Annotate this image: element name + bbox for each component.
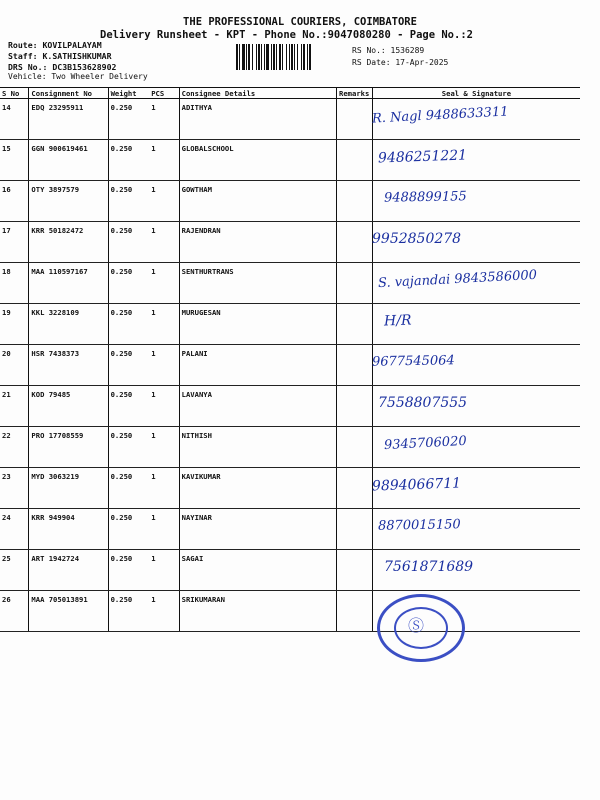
row-consignment: MAA 110597167 bbox=[29, 263, 108, 304]
row-remarks bbox=[337, 591, 373, 632]
row-remarks bbox=[337, 140, 373, 181]
row-consignee: SENTHURTRANS bbox=[179, 263, 336, 304]
col-consignment: Consignment No bbox=[29, 88, 108, 99]
row-consignment: KKL 3228109 bbox=[29, 304, 108, 345]
row-remarks bbox=[337, 222, 373, 263]
runsheet-subtitle: Delivery Runsheet - KPT - Phone No.:9047080280 - Page No.:2 bbox=[100, 29, 473, 41]
table-row bbox=[0, 140, 580, 181]
row-remarks bbox=[337, 550, 373, 591]
col-sno: S No bbox=[0, 88, 29, 99]
row-weight: 0.250 bbox=[108, 304, 149, 345]
row-remarks bbox=[337, 99, 373, 140]
row-sno: 15 bbox=[0, 140, 29, 181]
row-pcs: 1 bbox=[149, 509, 179, 550]
row-weight: 0.250 bbox=[108, 509, 149, 550]
row-pcs: 1 bbox=[149, 386, 179, 427]
row-consignee: SRIKUMARAN bbox=[179, 591, 336, 632]
col-remarks: Remarks bbox=[337, 88, 373, 99]
table-row bbox=[0, 222, 580, 263]
row-consignee: MURUGESAN bbox=[179, 304, 336, 345]
row-consignee: SAGAI bbox=[179, 550, 336, 591]
row-remarks bbox=[337, 509, 373, 550]
handwritten-signature: 9488899155 bbox=[383, 189, 467, 206]
table-row bbox=[0, 509, 580, 550]
handwritten-signature: 9894066711 bbox=[371, 475, 462, 495]
row-consignee: GLOBALSCHOOL bbox=[179, 140, 336, 181]
row-consignee: ADITHYA bbox=[179, 99, 336, 140]
row-consignment: KRR 50182472 bbox=[29, 222, 108, 263]
row-sno: 26 bbox=[0, 591, 29, 632]
row-consignment: EDQ 23295911 bbox=[29, 99, 108, 140]
row-weight: 0.250 bbox=[108, 181, 149, 222]
row-consignee: LAVANYA bbox=[179, 386, 336, 427]
row-weight: 0.250 bbox=[108, 550, 149, 591]
handwritten-signature: 9486251221 bbox=[377, 147, 468, 167]
row-pcs: 1 bbox=[149, 550, 179, 591]
row-consignment: KRR 949904 bbox=[29, 509, 108, 550]
row-pcs: 1 bbox=[149, 468, 179, 509]
stamp-logo: Ⓢ bbox=[408, 616, 425, 635]
barcode bbox=[236, 44, 344, 70]
row-consignee: NAYINAR bbox=[179, 509, 336, 550]
row-consignment: OTY 3897579 bbox=[29, 181, 108, 222]
table-body bbox=[0, 99, 580, 632]
handwritten-signature: 8870015150 bbox=[377, 517, 461, 534]
row-weight: 0.250 bbox=[108, 427, 149, 468]
row-sno: 17 bbox=[0, 222, 29, 263]
row-consignee: GOWTHAM bbox=[179, 181, 336, 222]
handwritten-signature: 7561871689 bbox=[384, 559, 474, 575]
table-row bbox=[0, 181, 580, 222]
table-header-row bbox=[0, 88, 580, 99]
row-sno: 16 bbox=[0, 181, 29, 222]
handwritten-signature: 9952850278 bbox=[372, 231, 462, 247]
row-consignment: GGN 900619461 bbox=[29, 140, 108, 181]
row-sno: 19 bbox=[0, 304, 29, 345]
row-sno: 25 bbox=[0, 550, 29, 591]
row-remarks bbox=[337, 468, 373, 509]
row-weight: 0.250 bbox=[108, 222, 149, 263]
row-consignment: KOD 79485 bbox=[29, 386, 108, 427]
table-row bbox=[0, 386, 580, 427]
handwritten-signature: R. Nagl 9488633311 bbox=[371, 104, 509, 127]
row-consignee: KAVIKUMAR bbox=[179, 468, 336, 509]
row-weight: 0.250 bbox=[108, 345, 149, 386]
row-pcs: 1 bbox=[149, 263, 179, 304]
row-pcs: 1 bbox=[149, 181, 179, 222]
rs-date: RS Date: 17-Apr-2025 bbox=[352, 58, 449, 67]
row-weight: 0.250 bbox=[108, 591, 149, 632]
row-sno: 18 bbox=[0, 263, 29, 304]
row-pcs: 1 bbox=[149, 222, 179, 263]
route-label: Route: KOVILPALAYAM bbox=[8, 40, 102, 50]
col-signature: Seal & Signature bbox=[372, 88, 580, 99]
row-weight: 0.250 bbox=[108, 263, 149, 304]
col-consignee: Consignee Details bbox=[179, 88, 336, 99]
row-remarks bbox=[337, 263, 373, 304]
vehicle-label: Vehicle: Two Wheeler Delivery bbox=[8, 72, 148, 81]
handwritten-signature: 9345706020 bbox=[383, 433, 468, 454]
seal-stamp bbox=[377, 594, 465, 662]
runsheet-table bbox=[0, 87, 580, 632]
row-remarks bbox=[337, 304, 373, 345]
table-row bbox=[0, 591, 580, 632]
row-weight: 0.250 bbox=[108, 140, 149, 181]
handwritten-signature: 7558807555 bbox=[378, 395, 468, 411]
row-weight: 0.250 bbox=[108, 99, 149, 140]
company-title: THE PROFESSIONAL COURIERS, COIMBATORE bbox=[183, 16, 417, 28]
drs-label: DRS No.: DC3B153628902 bbox=[8, 62, 117, 72]
row-sno: 23 bbox=[0, 468, 29, 509]
rs-number: RS No.: 1536289 bbox=[352, 46, 425, 55]
row-weight: 0.250 bbox=[108, 386, 149, 427]
row-weight: 0.250 bbox=[108, 468, 149, 509]
table-row bbox=[0, 468, 580, 509]
row-consignee: RAJENDRAN bbox=[179, 222, 336, 263]
row-sno: 24 bbox=[0, 509, 29, 550]
row-sno: 21 bbox=[0, 386, 29, 427]
table-row bbox=[0, 550, 580, 591]
row-pcs: 1 bbox=[149, 591, 179, 632]
row-pcs: 1 bbox=[149, 140, 179, 181]
row-sno: 20 bbox=[0, 345, 29, 386]
row-remarks bbox=[337, 181, 373, 222]
handwritten-signature: S. vajandai 9843586000 bbox=[377, 267, 538, 292]
row-consignment: HSR 7438373 bbox=[29, 345, 108, 386]
handwritten-signature: 9677545064 bbox=[371, 353, 455, 370]
row-sno: 14 bbox=[0, 99, 29, 140]
row-remarks bbox=[337, 386, 373, 427]
row-pcs: 1 bbox=[149, 345, 179, 386]
staff-label: Staff: K.SATHISHKUMAR bbox=[8, 51, 112, 61]
row-consignee: NITHISH bbox=[179, 427, 336, 468]
col-weight: Weight bbox=[108, 88, 149, 99]
row-consignee: PALANI bbox=[179, 345, 336, 386]
row-consignment: MYD 3063219 bbox=[29, 468, 108, 509]
row-consignment: PRO 17708559 bbox=[29, 427, 108, 468]
row-remarks bbox=[337, 345, 373, 386]
row-pcs: 1 bbox=[149, 99, 179, 140]
row-pcs: 1 bbox=[149, 304, 179, 345]
row-pcs: 1 bbox=[149, 427, 179, 468]
table-row bbox=[0, 427, 580, 468]
col-pcs: PCS bbox=[149, 88, 179, 99]
table-row bbox=[0, 345, 580, 386]
row-remarks bbox=[337, 427, 373, 468]
row-sno: 22 bbox=[0, 427, 29, 468]
handwritten-signature: H/R bbox=[383, 312, 412, 330]
row-consignment: MAA 705013891 bbox=[29, 591, 108, 632]
row-consignment: ART 1942724 bbox=[29, 550, 108, 591]
table-row bbox=[0, 304, 580, 345]
